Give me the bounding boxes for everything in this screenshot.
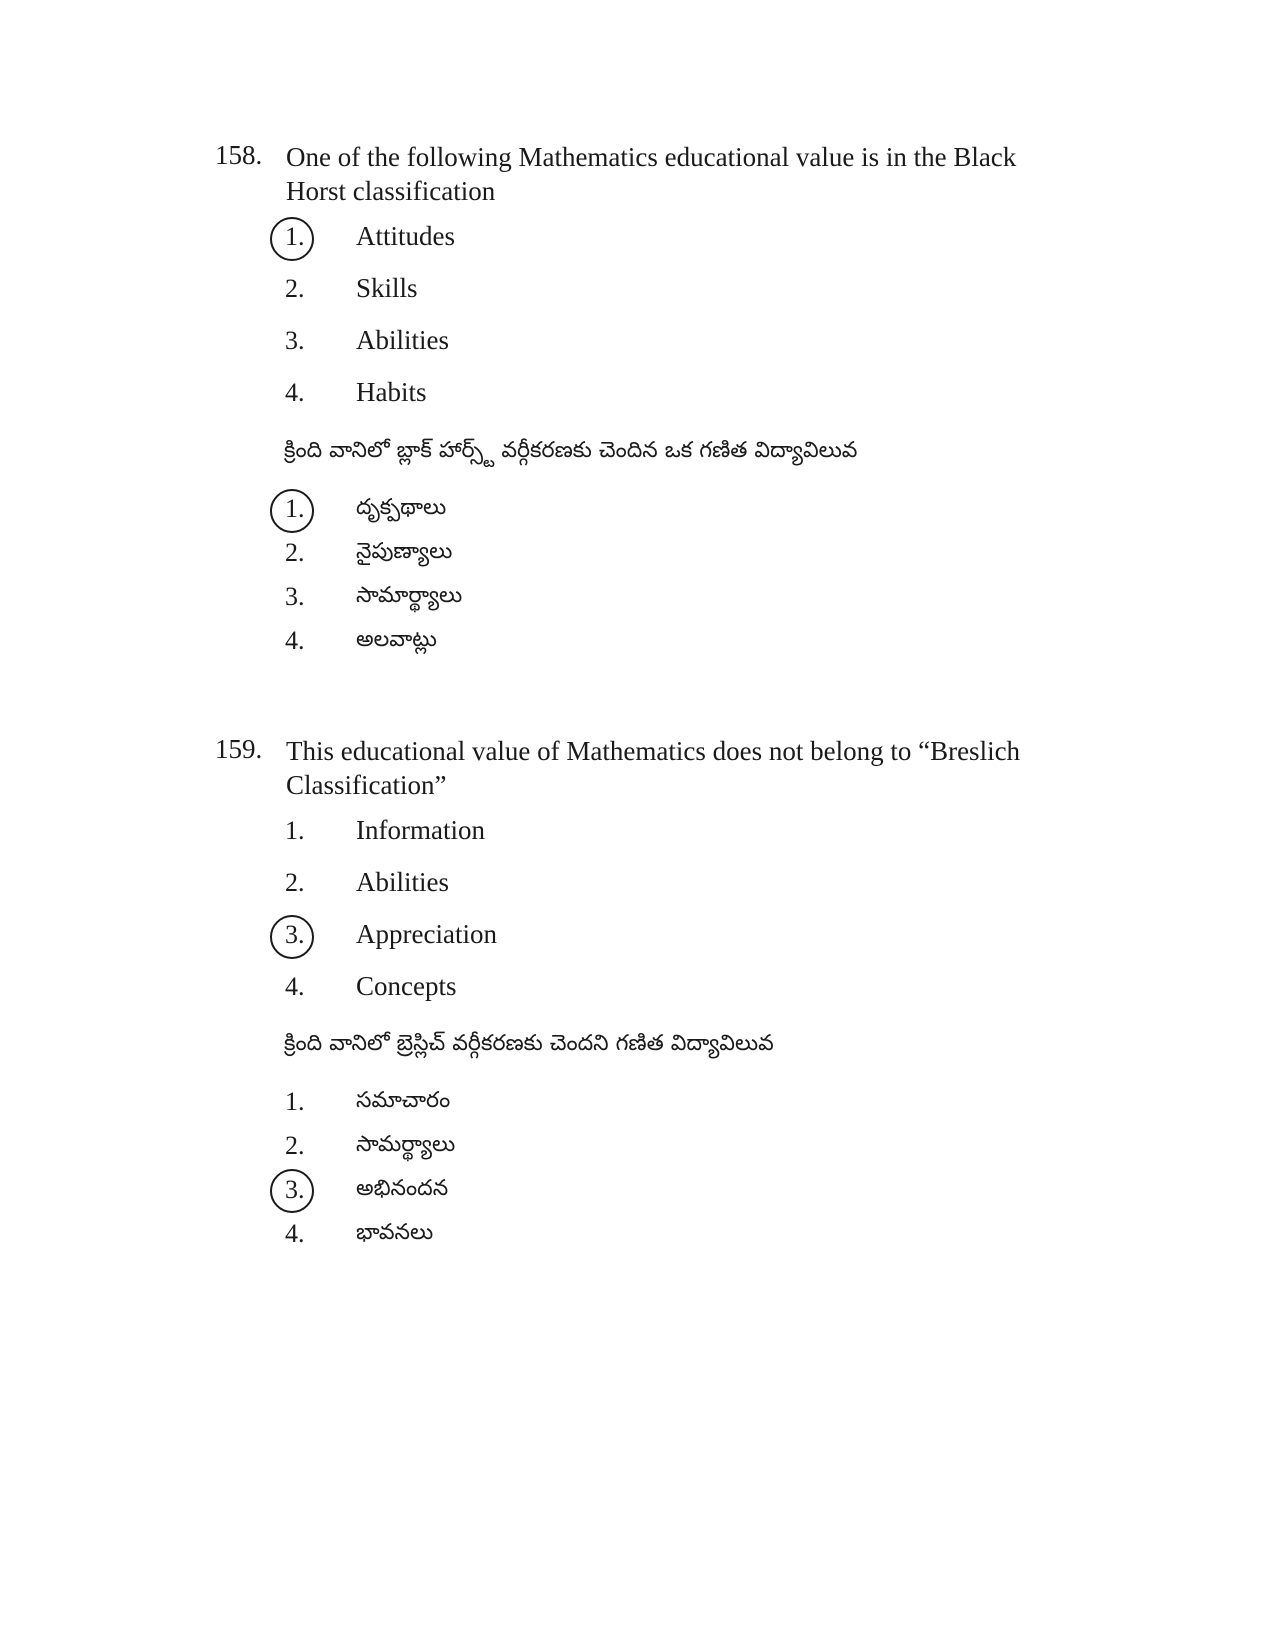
- option-number: 3.: [285, 326, 305, 355]
- option-text-telugu[interactable]: నైపుణ్యాలు: [356, 539, 453, 564]
- option-number: 1.: [285, 494, 305, 523]
- option-text[interactable]: Appreciation: [356, 919, 497, 949]
- option-number: 3.: [285, 1175, 305, 1204]
- option-text-telugu[interactable]: సమాచారం: [356, 1088, 451, 1113]
- option-text-telugu[interactable]: భావనలు: [356, 1220, 434, 1245]
- option-number: 3.: [285, 920, 305, 949]
- option-text-telugu[interactable]: అభినందన: [356, 1176, 449, 1201]
- telugu-question-text: క్రింది వానిలో బ్రెస్లిచ్ వర్గీకరణకు చెందని గణిత విద్యావిలువ: [284, 1031, 774, 1056]
- option-number: 4.: [285, 972, 305, 1001]
- option-text[interactable]: Concepts: [356, 971, 457, 1001]
- question-number: 158.: [215, 140, 263, 170]
- option-number: 3.: [285, 582, 305, 611]
- option-number: 2.: [285, 538, 305, 567]
- option-number: 1.: [285, 1087, 305, 1116]
- option-number: 2.: [285, 868, 305, 897]
- question-number: 159.: [215, 734, 263, 764]
- option-number: 2.: [285, 274, 305, 303]
- option-text-telugu[interactable]: అలవాట్లు: [356, 627, 437, 652]
- option-text[interactable]: Information: [356, 815, 485, 845]
- option-text[interactable]: Abilities: [356, 325, 449, 355]
- option-number: 1.: [285, 222, 305, 251]
- question-text-line: One of the following Mathematics educational value is in the Black: [286, 142, 1017, 172]
- option-text-telugu[interactable]: దృక్పథాలు: [356, 495, 447, 520]
- option-text-telugu[interactable]: సామార్థ్యాలు: [356, 583, 463, 608]
- option-text[interactable]: Abilities: [356, 867, 449, 897]
- option-number: 4.: [285, 1219, 305, 1248]
- question-text-line: Classification”: [286, 770, 447, 800]
- option-text[interactable]: Skills: [356, 273, 418, 303]
- telugu-question-text: క్రింది వానిలో బ్లాక్ హార్స్ట్ వర్గీకరణకు చెందిన ఒక గణిత విద్యావిలువ: [284, 438, 858, 463]
- option-text[interactable]: Habits: [356, 377, 427, 407]
- question-text-line: This educational value of Mathematics does not belong to “Breslich: [286, 736, 1021, 766]
- question-text-line: Horst classification: [286, 176, 496, 206]
- option-number: 2.: [285, 1131, 305, 1160]
- option-number: 1.: [285, 816, 305, 845]
- option-text-telugu[interactable]: సామర్థ్యాలు: [356, 1132, 456, 1157]
- option-number: 4.: [285, 626, 305, 655]
- option-number: 4.: [285, 378, 305, 407]
- option-text[interactable]: Attitudes: [356, 221, 455, 251]
